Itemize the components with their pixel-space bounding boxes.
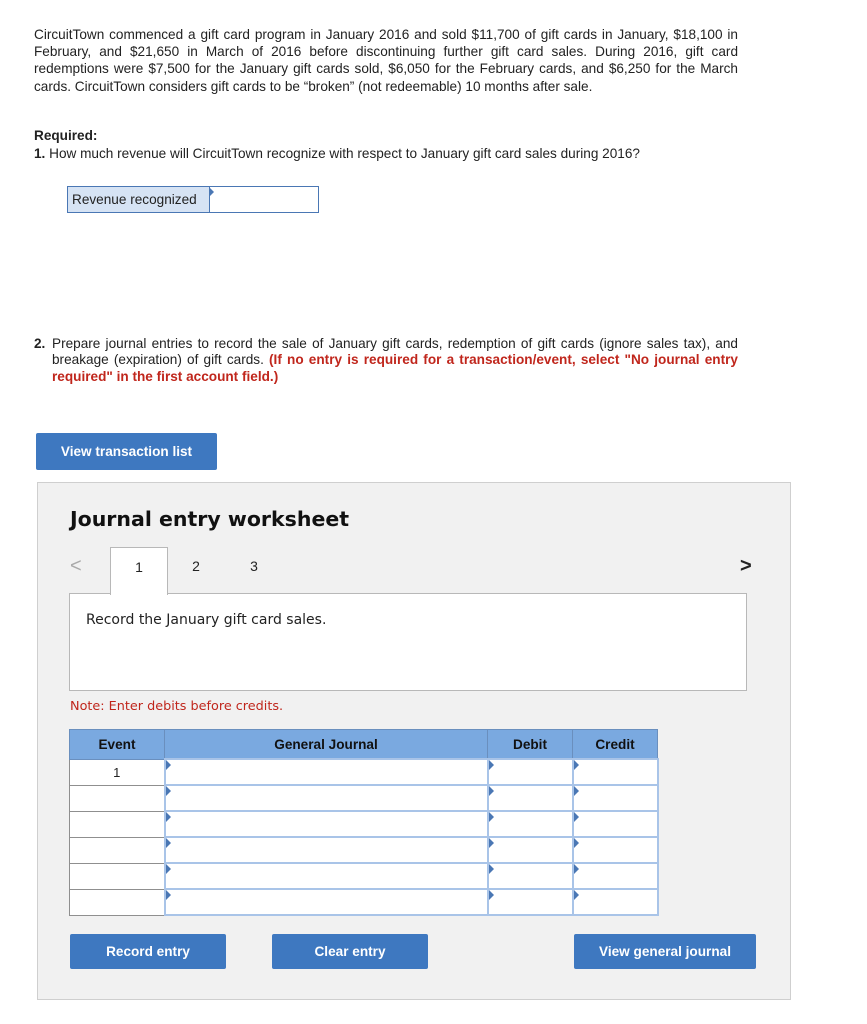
table-row [70, 759, 658, 785]
table-row [70, 811, 658, 837]
credit-field[interactable] [573, 863, 658, 889]
credit-field[interactable] [573, 759, 658, 785]
question-2 [34, 336, 738, 385]
question-2-warning: (If no entry is required for a transaction/event, select "No journal entry required" in the first account field.) [52, 352, 738, 384]
view-general-journal-button[interactable]: View general journal [574, 934, 756, 969]
event-cell: 1 [70, 759, 165, 785]
question-1-text: How much revenue will CircuitTown recognize with respect to January gift card sales during 2016? [49, 146, 640, 161]
column-header-event: Event [70, 730, 165, 760]
credit-field[interactable] [573, 811, 658, 837]
revenue-recognized-label: Revenue recognized [68, 187, 209, 212]
input-marker-icon [574, 890, 579, 900]
input-marker-icon [489, 760, 494, 770]
table-row [70, 889, 658, 915]
table-row [70, 837, 658, 863]
tab-3[interactable]: 3 [250, 558, 258, 574]
debit-field[interactable] [488, 759, 573, 785]
clear-entry-button[interactable]: Clear entry [272, 934, 428, 969]
input-marker-icon [166, 864, 171, 874]
event-cell [70, 889, 165, 915]
worksheet-title: Journal entry worksheet [70, 507, 350, 531]
column-header-credit: Credit [573, 730, 658, 760]
account-field[interactable] [165, 863, 488, 889]
tab-1[interactable]: 1 [110, 547, 168, 595]
debit-field[interactable] [488, 811, 573, 837]
input-marker-icon [574, 864, 579, 874]
credit-field[interactable] [573, 837, 658, 863]
event-cell [70, 811, 165, 837]
debit-field[interactable] [488, 837, 573, 863]
revenue-recognized-input[interactable] [209, 187, 318, 212]
event-cell [70, 863, 165, 889]
question-1 [34, 146, 640, 161]
journal-entry-worksheet [37, 482, 791, 1000]
input-marker-icon [489, 864, 494, 874]
debit-field[interactable] [488, 863, 573, 889]
question-1-number: 1. [34, 146, 46, 161]
input-marker-icon [166, 812, 171, 822]
input-marker-icon [574, 812, 579, 822]
debit-field[interactable] [488, 889, 573, 915]
table-row [70, 863, 658, 889]
question-2-number: 2. [34, 336, 46, 351]
input-marker-icon [574, 838, 579, 848]
problem-statement: CircuitTown commenced a gift card program in January 2016 and sold $11,700 of gift cards in January, $18,100 in February, and $21,650 in March of 2016 before discontinuing further gift card sales. During 2016, gift card redemptions were $7,500 for the January gift cards sold, $6,050 for the February cards, and $6,250 for the March cards. CircuitTown considers gift cards to be “broken” (not redeemable) 10 months after sale. [34, 27, 738, 94]
input-marker-icon [166, 786, 171, 796]
record-entry-button[interactable]: Record entry [70, 934, 226, 969]
account-field[interactable] [165, 889, 488, 915]
question-2-body [34, 336, 738, 385]
revenue-recognized-cell [209, 187, 318, 212]
journal-header-row [70, 730, 658, 760]
tab-2[interactable]: 2 [192, 558, 200, 574]
worksheet-note: Note: Enter debits before credits. [70, 699, 284, 714]
event-cell [70, 785, 165, 811]
input-marker-icon [489, 812, 494, 822]
chevron-right-icon[interactable]: > [740, 555, 752, 577]
input-marker-icon [489, 890, 494, 900]
event-cell [70, 837, 165, 863]
journal-table [69, 729, 659, 916]
column-header-general-journal: General Journal [165, 730, 488, 760]
account-field[interactable] [165, 785, 488, 811]
debit-field[interactable] [488, 785, 573, 811]
account-field[interactable] [165, 837, 488, 863]
input-marker-icon [166, 890, 171, 900]
account-field[interactable] [165, 811, 488, 837]
chevron-left-icon[interactable]: < [70, 555, 82, 577]
transaction-description-box [69, 593, 747, 691]
input-marker-icon [574, 786, 579, 796]
input-marker-icon [166, 838, 171, 848]
required-label: Required: [34, 128, 98, 143]
input-marker-icon [574, 760, 579, 770]
input-marker-icon [166, 760, 171, 770]
credit-field[interactable] [573, 785, 658, 811]
input-marker-icon [489, 838, 494, 848]
question-2-text: Prepare journal entries to record the sale of January gift cards, redemption of gift cards (ignore sales tax), and breakage (expiration) of gift cards. [52, 336, 738, 368]
account-field[interactable] [165, 759, 488, 785]
revenue-recognized-row [67, 186, 319, 213]
credit-field[interactable] [573, 889, 658, 915]
table-row [70, 785, 658, 811]
transaction-description: Record the January gift card sales. [86, 612, 327, 628]
view-transaction-list-button[interactable]: View transaction list [36, 433, 217, 470]
column-header-debit: Debit [488, 730, 573, 760]
input-marker-icon [489, 786, 494, 796]
